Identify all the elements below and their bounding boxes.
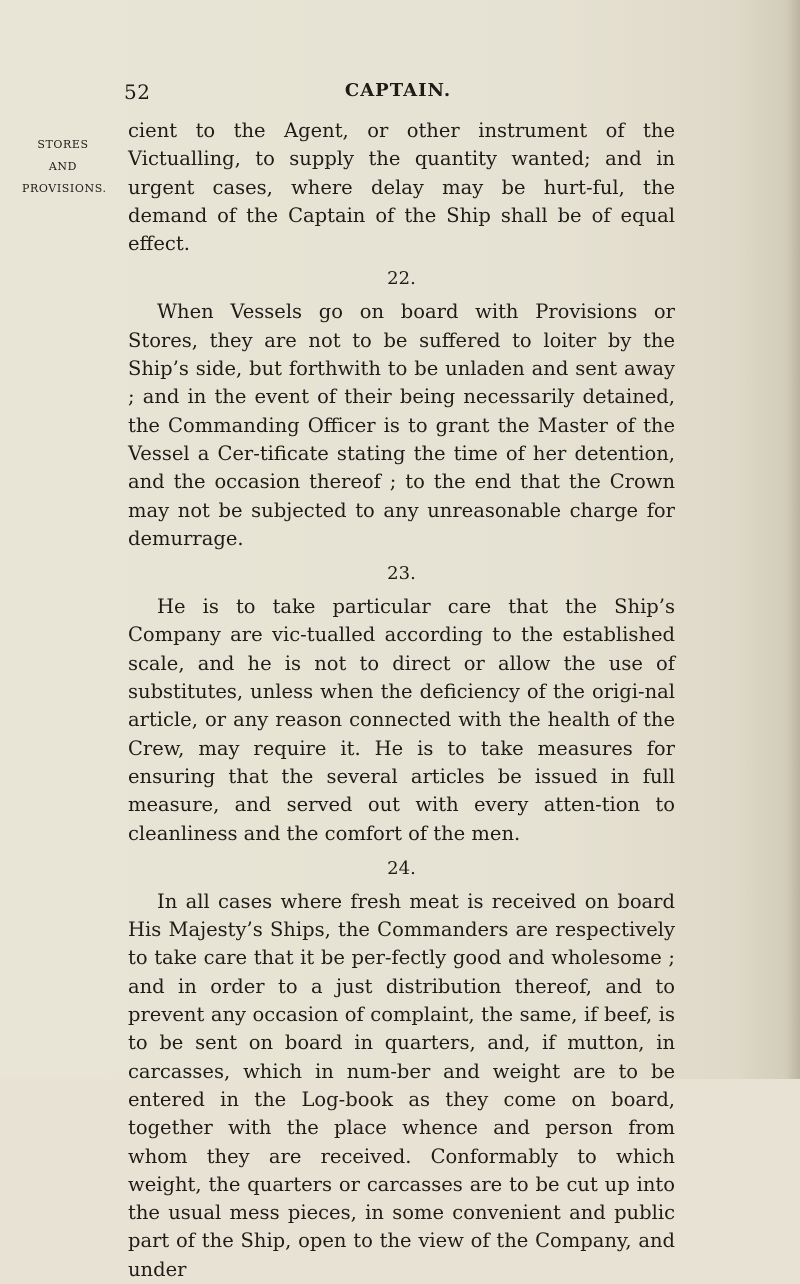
section-number-22: 22. [387, 268, 416, 290]
section-paragraph-22: When Vessels go on board with Provisions or Stores, they are not to be suffered to loiter by the Ship’s side, but forthwith to be unladen and sent away ; and in the event of their being necessarily detained, the Commanding Officer is to grant the Master of the Vessel a Cer-tificate stating the time of her detention, and the occasion thereof ; to the end that the Crown may not be subjected to any unreasonable charge for demurrage. [128, 300, 675, 550]
marginal-note-line-1: STORES [37, 138, 89, 151]
marginal-note [22, 134, 107, 200]
body-text [128, 117, 675, 1284]
section-number-24: 24. [387, 857, 416, 879]
marginal-note-line-2: AND [48, 160, 78, 173]
page-header [124, 80, 672, 110]
section-number-23: 23. [387, 563, 416, 585]
page-edge-shadow [786, 0, 800, 1079]
page-number: 52 [124, 80, 151, 104]
section-paragraph-24: In all cases where fresh meat is received on board His Majesty’s Ships, the Commanders are respectively to take care that it be per-fectly good and wholesome ; and in order to a just distribution thereof, and to prevent any occasion of complaint, the same, if beef, is to be sent on board in quarters, and, if mutton, in carcasses, which in num-ber and weight are to be entered in the Log-book as they come on board, together with the place whence and person from whom they are received. Conformably to which weight, the quarters or carcasses are to be cut up into the usual mess pieces, in some convenient and public part of the Ship, open to the view of the Company, and under [128, 889, 675, 1281]
continued-paragraph: cient to the Agent, or other instrument of the Victualling, to supply the quantity wanted; and in urgent cases, where delay may be hurt-ful, the demand of the Captain of the Ship shall be of equal effect. [128, 119, 675, 256]
section-paragraph-23: He is to take particular care that the Ship’s Company are vic-tualled according to the established scale, and he is not to direct or allow the use of substitutes, unless when the deficiency of the origi-nal article, or any reason connected with the health of the Crew, may require it. He is to take measures for ensuring that the several articles be issued in full measure, and served out with every atten-tion to cleanliness and the comfort of the men. [128, 595, 675, 845]
running-head: CAPTAIN. [344, 80, 452, 101]
marginal-note-line-3: PROVISIONS. [22, 182, 107, 195]
